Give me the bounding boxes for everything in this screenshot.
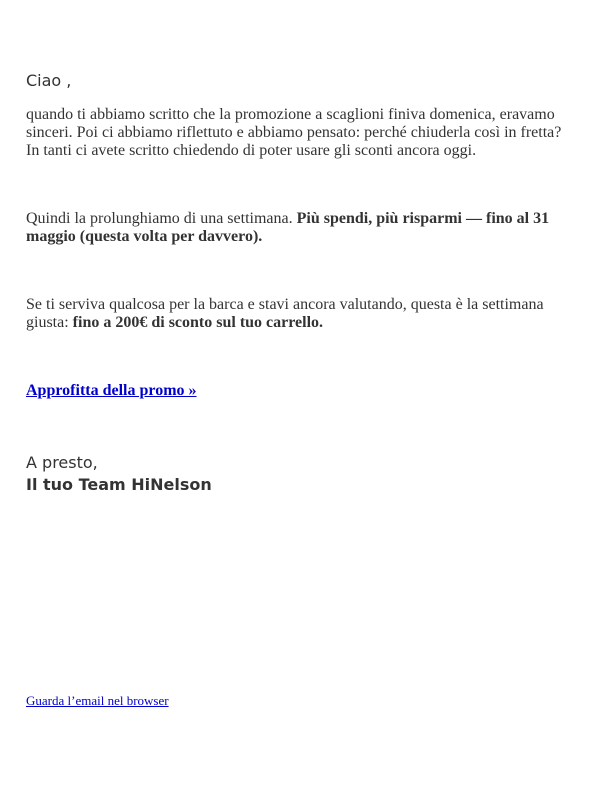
paragraph-intro: quando ti abbiamo scritto che la promozione a scaglioni finiva domenica, eravamo sinceri. Poi ci abbiamo riflettuto e abbiamo pensato: perché chiuderla così in fretta? In tanti ci avete scritto chiedendo di poter usare gli sconti ancora oggi.: [26, 106, 562, 159]
signature: Il tuo Team HiNelson: [26, 475, 212, 494]
view-in-browser-link[interactable]: Guarda l’email nel browser: [26, 693, 169, 708]
paragraph-extension-highlight: Più spendi, più risparmi — fino al 31 maggio (questa volta per davvero).: [26, 210, 550, 245]
paragraph-extension: [26, 210, 574, 246]
greeting: Ciao ,: [26, 71, 72, 90]
paragraph-offer: [26, 296, 574, 332]
paragraph-extension-lead: Quindi la prolunghiamo di una settimana.: [26, 210, 297, 227]
paragraph-offer-highlight: fino a 200€ di sconto sul tuo carrello.: [72, 314, 324, 331]
paragraph-offer-lead: Se ti serviva qualcosa per la barca e stavi ancora valutando, questa è la settimana giusta:: [26, 296, 544, 331]
promo-cta-link[interactable]: Approfitta della promo »: [26, 382, 197, 399]
signoff: A presto,: [26, 453, 98, 472]
